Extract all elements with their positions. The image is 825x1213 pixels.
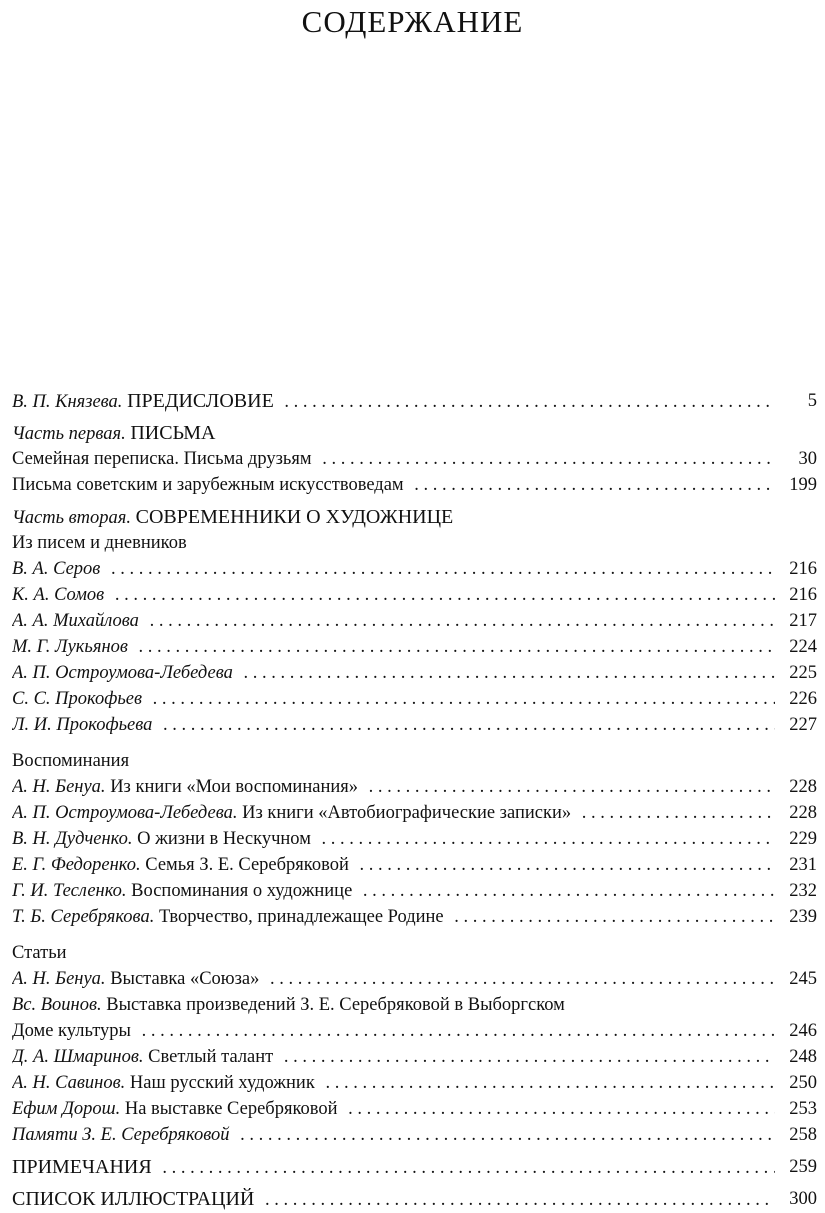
toc-entry[interactable] <box>12 634 817 660</box>
entry-author: Ефим Дорош. <box>12 1099 121 1119</box>
toc-entry[interactable] <box>12 472 817 498</box>
toc-entry[interactable] <box>12 1096 817 1122</box>
entry-author: А. Н. Бенуа. <box>12 777 106 797</box>
toc-entry[interactable] <box>12 582 817 608</box>
entry-author: Е. Г. Федоренко. <box>12 855 141 875</box>
entry-title: Творчество, принадлежащее Родине <box>158 907 444 927</box>
toc-entry[interactable] <box>12 446 817 472</box>
page-number: 258 <box>775 1122 817 1148</box>
toc-entry[interactable] <box>12 852 817 878</box>
entry-author: Т. Б. Серебрякова. <box>12 907 155 927</box>
toc-entry[interactable] <box>12 826 817 852</box>
table-of-contents <box>12 388 817 1212</box>
toc-entry-illustrations[interactable] <box>12 1186 817 1212</box>
page-number: 239 <box>775 904 817 930</box>
page-number: 224 <box>775 634 817 660</box>
entry-author: Д. А. Шмаринов. <box>12 1047 144 1067</box>
part-title: ПИСЬМА <box>130 422 216 444</box>
entry-author: Вс. Воинов. <box>12 995 102 1015</box>
entry-title: Семейная переписка. Письма друзьям <box>12 449 318 469</box>
toc-entry-line[interactable] <box>12 992 817 1018</box>
entry-author: Памяти З. Е. Серебряковой <box>12 1125 236 1145</box>
page-number: 228 <box>775 800 817 826</box>
page-number: 250 <box>775 1070 817 1096</box>
toc-entry-preface[interactable] <box>12 388 817 414</box>
part-heading <box>12 504 817 530</box>
toc-entry[interactable] <box>12 556 817 582</box>
page-number: 5 <box>775 388 817 414</box>
toc-entry[interactable] <box>12 966 817 992</box>
toc-entry[interactable] <box>12 904 817 930</box>
page-number: 199 <box>775 472 817 498</box>
page-number: 253 <box>775 1096 817 1122</box>
part-heading <box>12 420 817 446</box>
entry-author: К. А. Сомов <box>12 585 110 605</box>
entry-title: Семья З. Е. Серебряковой <box>145 855 349 875</box>
toc-entry[interactable] <box>12 1018 817 1044</box>
entry-title: Письма советским и зарубежным искусствоведам <box>12 475 410 495</box>
entry-title: Светлый талант <box>148 1047 274 1067</box>
section-heading: Воспоминания <box>12 751 130 771</box>
toc-entry[interactable] <box>12 608 817 634</box>
entry-title: Выставка «Союза» <box>110 969 260 989</box>
page-number: 225 <box>775 660 817 686</box>
page-number: 248 <box>775 1044 817 1070</box>
entry-author: А. Н. Бенуа. <box>12 969 106 989</box>
page-number: 231 <box>775 852 817 878</box>
entry-author: А. Н. Савинов. <box>12 1073 126 1093</box>
toc-entry[interactable] <box>12 800 817 826</box>
page-number: 245 <box>775 966 817 992</box>
entry-author: А. А. Михайлова <box>12 611 145 631</box>
entry-title: На выставке Серебряковой <box>124 1099 338 1119</box>
part-label: Часть вторая. <box>12 508 131 528</box>
page-number: 232 <box>775 878 817 904</box>
toc-entry[interactable] <box>12 774 817 800</box>
page-number: 227 <box>775 712 817 738</box>
entry-author: А. П. Остроумова-Лебедева. <box>12 803 238 823</box>
entry-author: В. А. Серов <box>12 559 106 579</box>
entry-title: СПИСОК ИЛЛЮСТРАЦИЙ <box>12 1188 260 1210</box>
page-number: 246 <box>775 1018 817 1044</box>
toc-entry[interactable] <box>12 686 817 712</box>
page-number: 217 <box>775 608 817 634</box>
entry-author: С. С. Прокофьев <box>12 689 148 709</box>
page-number: 228 <box>775 774 817 800</box>
entry-title: ПРЕДИСЛОВИЕ <box>127 390 274 412</box>
toc-entry[interactable] <box>12 712 817 738</box>
toc-entry-notes[interactable] <box>12 1154 817 1180</box>
entry-title: Воспоминания о художнице <box>131 881 353 901</box>
page-title: СОДЕРЖАНИЕ <box>301 4 524 39</box>
toc-entry[interactable] <box>12 878 817 904</box>
page-number: 259 <box>775 1154 817 1180</box>
part-title: СОВРЕМЕННИКИ О ХУДОЖНИЦЕ <box>135 506 454 528</box>
page-number: 216 <box>775 582 817 608</box>
entry-title: Из книги «Мои воспоминания» <box>110 777 359 797</box>
toc-entry[interactable] <box>12 1044 817 1070</box>
page-number: 216 <box>775 556 817 582</box>
page-number: 226 <box>775 686 817 712</box>
entry-title-continued: Доме культуры <box>12 1021 137 1041</box>
entry-title: Наш русский художник <box>129 1073 315 1093</box>
part-label: Часть первая. <box>12 424 126 444</box>
entry-title: Выставка произведений З. Е. Серебряковой в Выборгском <box>106 995 565 1015</box>
entry-author: В. Н. Дудченко. <box>12 829 133 849</box>
entry-author: А. П. Остроумова-Лебедева <box>12 663 239 683</box>
entry-author: Г. И. Тесленко. <box>12 881 127 901</box>
section-heading: Статьи <box>12 943 67 963</box>
entry-title: Из книги «Автобиографические записки» <box>242 803 572 823</box>
entry-title: ПРИМЕЧАНИЯ <box>12 1156 158 1178</box>
page-number: 300 <box>775 1186 817 1212</box>
entry-author: В. П. Князева. <box>12 392 123 412</box>
section-heading: Из писем и дневников <box>12 533 187 553</box>
entry-author: Л. И. Прокофьева <box>12 715 158 735</box>
toc-entry[interactable] <box>12 1122 817 1148</box>
entry-title: О жизни в Нескучном <box>137 829 311 849</box>
page-number: 229 <box>775 826 817 852</box>
toc-entry[interactable] <box>12 1070 817 1096</box>
page-number: 30 <box>775 446 817 472</box>
toc-entry[interactable] <box>12 660 817 686</box>
entry-author: М. Г. Лукьянов <box>12 637 134 657</box>
